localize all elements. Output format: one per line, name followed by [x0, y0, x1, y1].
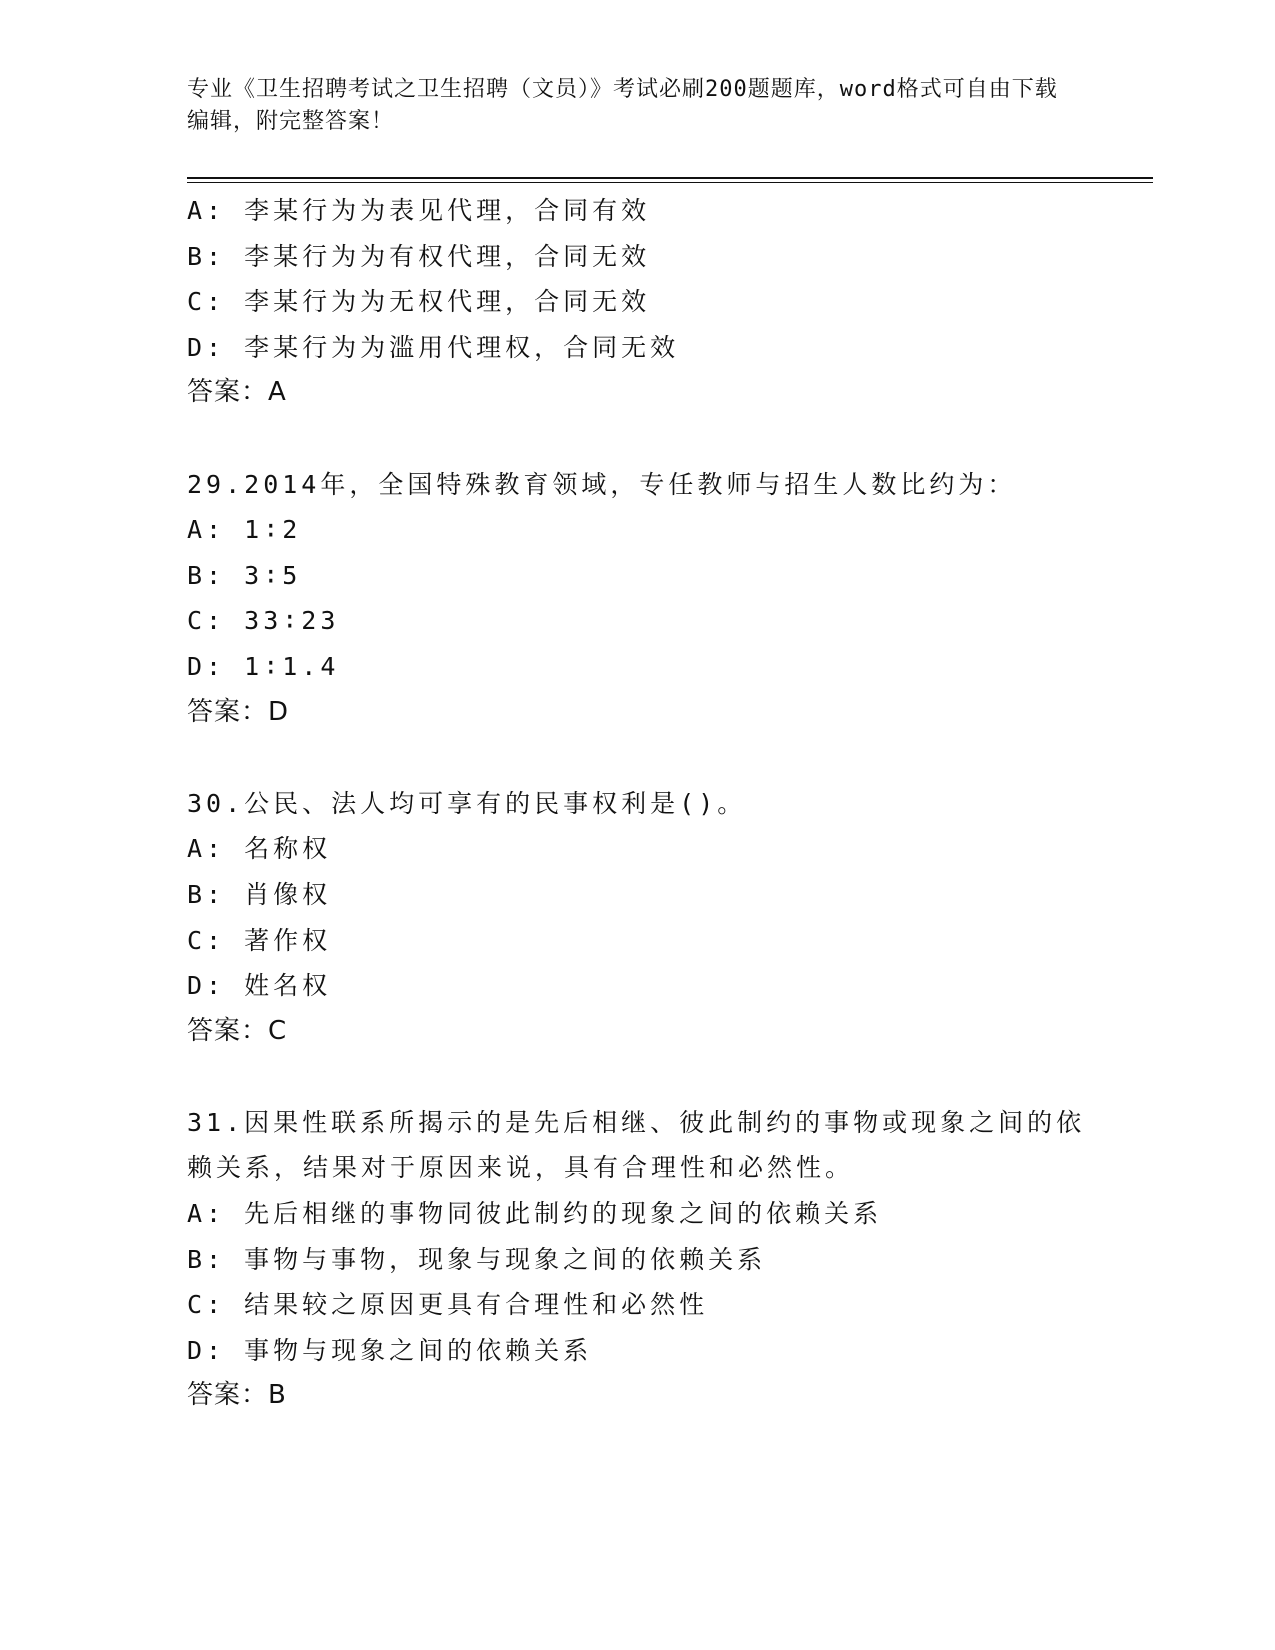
option-c: C: 结果较之原因更具有合理性和必然性	[187, 1290, 709, 1320]
option-b: B: 肖像权	[187, 879, 332, 909]
option-b: B: 3∶5	[187, 560, 302, 590]
header-divider-thick	[187, 177, 1153, 179]
option-a: A: 1∶2	[187, 515, 302, 545]
option-c: C: 著作权	[187, 925, 332, 955]
option-c: C: 李某行为为无权代理，合同无效	[187, 287, 651, 317]
question-30	[187, 781, 1107, 1055]
answer: 答案：C	[187, 1015, 288, 1046]
question-list	[187, 188, 1107, 1419]
option-d: D: 李某行为为滥用代理权，合同无效	[187, 332, 680, 362]
answer: 答案：B	[187, 1380, 287, 1411]
question-28	[187, 188, 1107, 416]
question-stem: 29.2014年，全国特殊教育领域，专任教师与招生人数比约为：	[187, 469, 1017, 499]
option-a: A: 先后相继的事物同彼此制约的现象之间的依赖关系	[187, 1199, 883, 1229]
option-d: D: 姓名权	[187, 971, 332, 1001]
question-29	[187, 462, 1107, 736]
spacer	[187, 735, 1107, 781]
option-d: D: 事物与现象之间的依赖关系	[187, 1335, 593, 1365]
option-d: D: 1∶1.4	[187, 651, 340, 681]
question-stem: 30.公民、法人均可享有的民事权利是()。	[187, 788, 747, 818]
option-a: A: 李某行为为表见代理，合同有效	[187, 196, 651, 225]
option-b: B: 事物与事物，现象与现象之间的依赖关系	[187, 1244, 767, 1274]
answer: 答案：D	[187, 696, 290, 727]
header-divider-thin	[187, 182, 1153, 183]
option-a: A: 名称权	[187, 834, 332, 864]
document-header: 专业《卫生招聘考试之卫生招聘（文员）》考试必刷200题题库，word格式可自由下载编辑，附完整答案！	[187, 77, 1058, 134]
question-stem: 31.因果性联系所揭示的是先后相继、彼此制约的事物或现象之间的依赖关系，结果对于原因来说，具有合理性和必然性。	[187, 1107, 1086, 1183]
option-c: C: 33∶23	[187, 606, 340, 636]
answer: 答案：A	[187, 377, 287, 408]
question-31	[187, 1100, 1107, 1419]
spacer	[187, 1054, 1107, 1100]
spacer	[187, 416, 1107, 462]
option-b: B: 李某行为为有权代理，合同无效	[187, 241, 651, 271]
